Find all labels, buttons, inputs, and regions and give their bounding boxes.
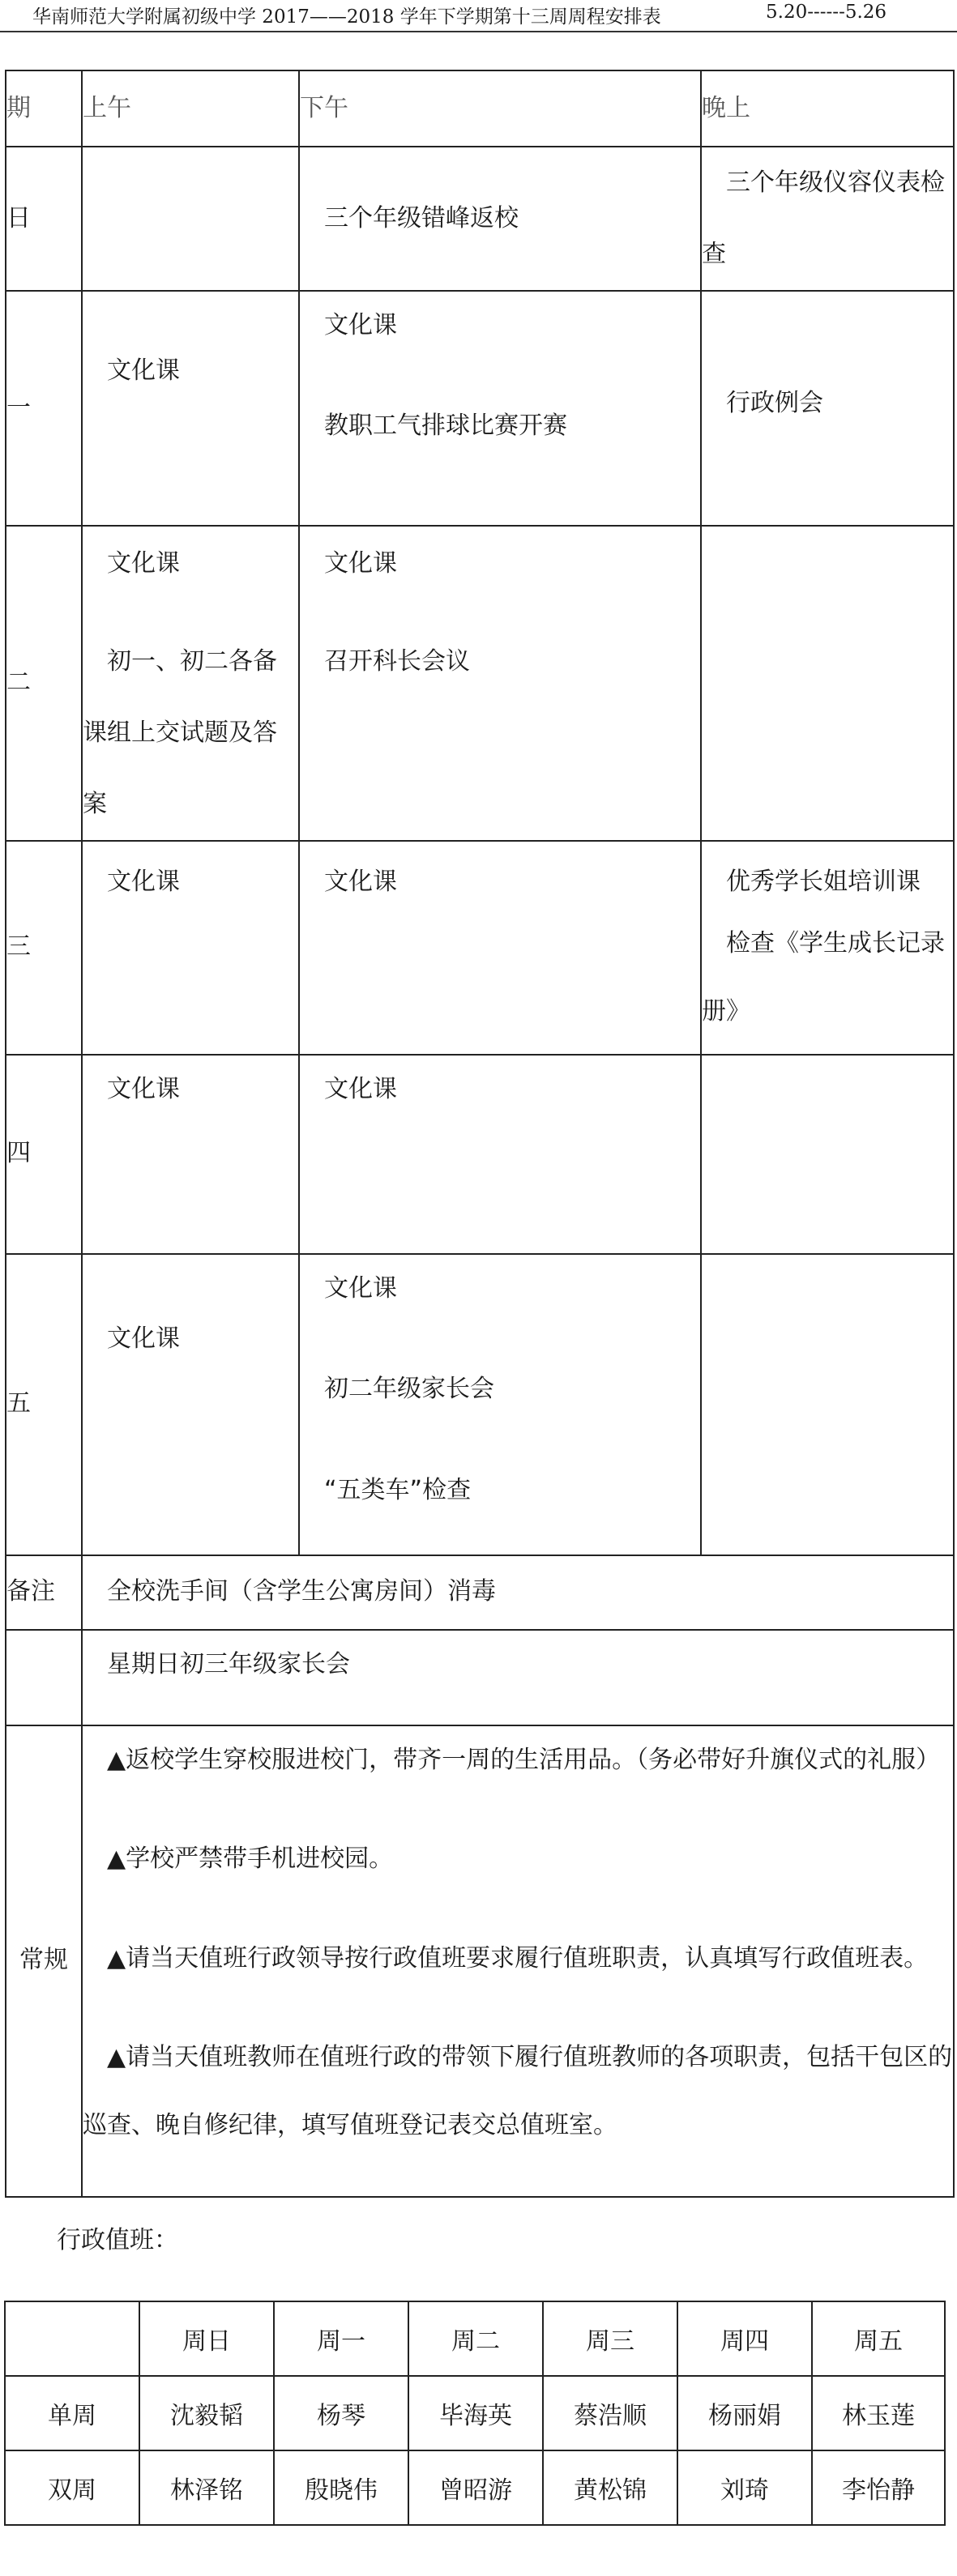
notes-label: 备注: [6, 1555, 82, 1630]
morning-cell: [82, 291, 299, 526]
routine-item: ▲返校学生穿校服进校门，带齐一周的生活用品。（务必带好升旗仪式的礼服）: [107, 1745, 941, 1774]
day-label: 一: [6, 291, 82, 526]
afternoon-item: 召开科长会议: [324, 646, 470, 676]
duty-cell: 林玉莲: [812, 2376, 945, 2450]
duty-cell: 蔡浩顺: [543, 2376, 677, 2450]
schedule-row-thursday: [6, 1055, 954, 1254]
col-header-afternoon: 下午: [299, 70, 701, 147]
duty-cell: 李怡静: [812, 2450, 945, 2525]
afternoon-cell: [299, 526, 701, 841]
duty-row-even-week: [5, 2450, 945, 2525]
evening-item: 三个年级仪容仪表检查: [702, 168, 945, 268]
duty-cell: 曾昭游: [408, 2450, 543, 2525]
duty-title: 行政值班：: [57, 2226, 178, 2254]
evening-cell: [701, 526, 954, 841]
afternoon-item: 文化课: [324, 1273, 397, 1303]
page-header: [0, 0, 957, 32]
duty-cell: 殷晓伟: [274, 2450, 408, 2525]
duty-header-row: [5, 2301, 945, 2376]
morning-item: 文化课: [107, 1074, 180, 1103]
notes-cell: [82, 1555, 954, 1630]
evening-cell: [701, 1055, 954, 1254]
afternoon-cell: [299, 147, 701, 291]
duty-cell: 刘琦: [677, 2450, 812, 2525]
schedule-row-tuesday: [6, 526, 954, 841]
duty-col-sun: 周日: [139, 2301, 274, 2376]
morning-item: 文化课: [107, 867, 180, 896]
afternoon-item: 初二年级家长会: [324, 1375, 494, 1403]
morning-cell: [82, 526, 299, 841]
weekly-schedule-table: [5, 70, 955, 2198]
day-label: 三: [6, 841, 82, 1055]
duty-row-odd-week: [5, 2376, 945, 2450]
day-label: 四: [6, 1055, 82, 1254]
afternoon-cell: [299, 1254, 701, 1555]
evening-item: 行政例会: [726, 389, 823, 417]
morning-item: 初一、初二各备课组上交试题及答案: [83, 646, 277, 818]
duty-cell: 毕海英: [408, 2376, 543, 2450]
date-range: 5.20------5.26: [766, 2, 887, 23]
duty-col-mon: 周一: [274, 2301, 408, 2376]
evening-cell: [701, 291, 954, 526]
morning-item: 文化课: [107, 356, 180, 385]
col-header-evening: 晚上: [701, 70, 954, 147]
evening-item: 检查《学生成长记录册》: [702, 929, 945, 1026]
note-item: 星期日初三年级家长会: [107, 1649, 350, 1678]
duty-cell: 沈毅韬: [139, 2376, 274, 2450]
duty-cell: 杨丽娟: [677, 2376, 812, 2450]
afternoon-item: 文化课: [324, 549, 397, 578]
morning-cell: [82, 841, 299, 1055]
duty-col-tue: 周二: [408, 2301, 543, 2376]
notes-label-empty: [6, 1630, 82, 1725]
schedule-row-wednesday: [6, 841, 954, 1055]
afternoon-item: “五类车”检查: [324, 1475, 472, 1504]
afternoon-item: 文化课: [324, 867, 397, 896]
duty-cell: 黄松锦: [543, 2450, 677, 2525]
routine-cell: [82, 1725, 954, 2197]
page-title: 华南师范大学附属初级中学 2017——2018 学年下学期第十三周周程安排表: [32, 6, 661, 28]
routine-label: 常规: [6, 1725, 82, 2197]
notes-cell: [82, 1630, 954, 1725]
notes-row-2: [6, 1630, 954, 1725]
notes-row: [6, 1555, 954, 1630]
evening-cell: [701, 147, 954, 291]
duty-cell: 杨琴: [274, 2376, 408, 2450]
routine-item: ▲学校严禁带手机进校园。: [107, 1845, 394, 1873]
routine-item: ▲请当天值班行政领导按行政值班要求履行值班职责，认真填写行政值班表。: [107, 1943, 929, 1973]
afternoon-item: 教职工气排球比赛开赛: [324, 412, 567, 440]
morning-item: 文化课: [107, 1324, 180, 1353]
afternoon-item: 文化课: [324, 311, 397, 339]
morning-item: 文化课: [107, 549, 180, 578]
day-label: 二: [6, 526, 82, 841]
morning-cell: [82, 147, 299, 291]
week-label: 双周: [5, 2450, 139, 2525]
duty-header-empty: [5, 2301, 139, 2376]
admin-duty-table: [4, 2301, 946, 2526]
routine-item: ▲请当天值班教师在值班行政的带领下履行值班教师的各项职责，包括干包区的巡查、晚自修纪律，填写值班登记表交总值班室。: [83, 2043, 953, 2139]
day-label: 五: [6, 1254, 82, 1555]
schedule-header-row: [6, 70, 954, 147]
note-item: 全校洗手间（含学生公寓房间）消毒: [107, 1577, 496, 1606]
col-header-morning: 上午: [82, 70, 299, 147]
evening-cell: [701, 841, 954, 1055]
afternoon-item: 文化课: [324, 1074, 397, 1103]
afternoon-cell: [299, 291, 701, 526]
duty-cell: 林泽铭: [139, 2450, 274, 2525]
schedule-row-monday: [6, 291, 954, 526]
afternoon-cell: [299, 841, 701, 1055]
afternoon-item: 三个年级错峰返校: [324, 203, 519, 232]
duty-col-wed: 周三: [543, 2301, 677, 2376]
duty-col-thu: 周四: [677, 2301, 812, 2376]
col-header-day: 期: [6, 70, 82, 147]
morning-cell: [82, 1055, 299, 1254]
morning-cell: [82, 1254, 299, 1555]
afternoon-cell: [299, 1055, 701, 1254]
evening-cell: [701, 1254, 954, 1555]
week-label: 单周: [5, 2376, 139, 2450]
schedule-row-friday: [6, 1254, 954, 1555]
routine-row: [6, 1725, 954, 2197]
schedule-row-sunday: [6, 147, 954, 291]
duty-col-fri: 周五: [812, 2301, 945, 2376]
evening-item: 优秀学长姐培训课: [726, 867, 921, 896]
day-label: 日: [6, 147, 82, 291]
